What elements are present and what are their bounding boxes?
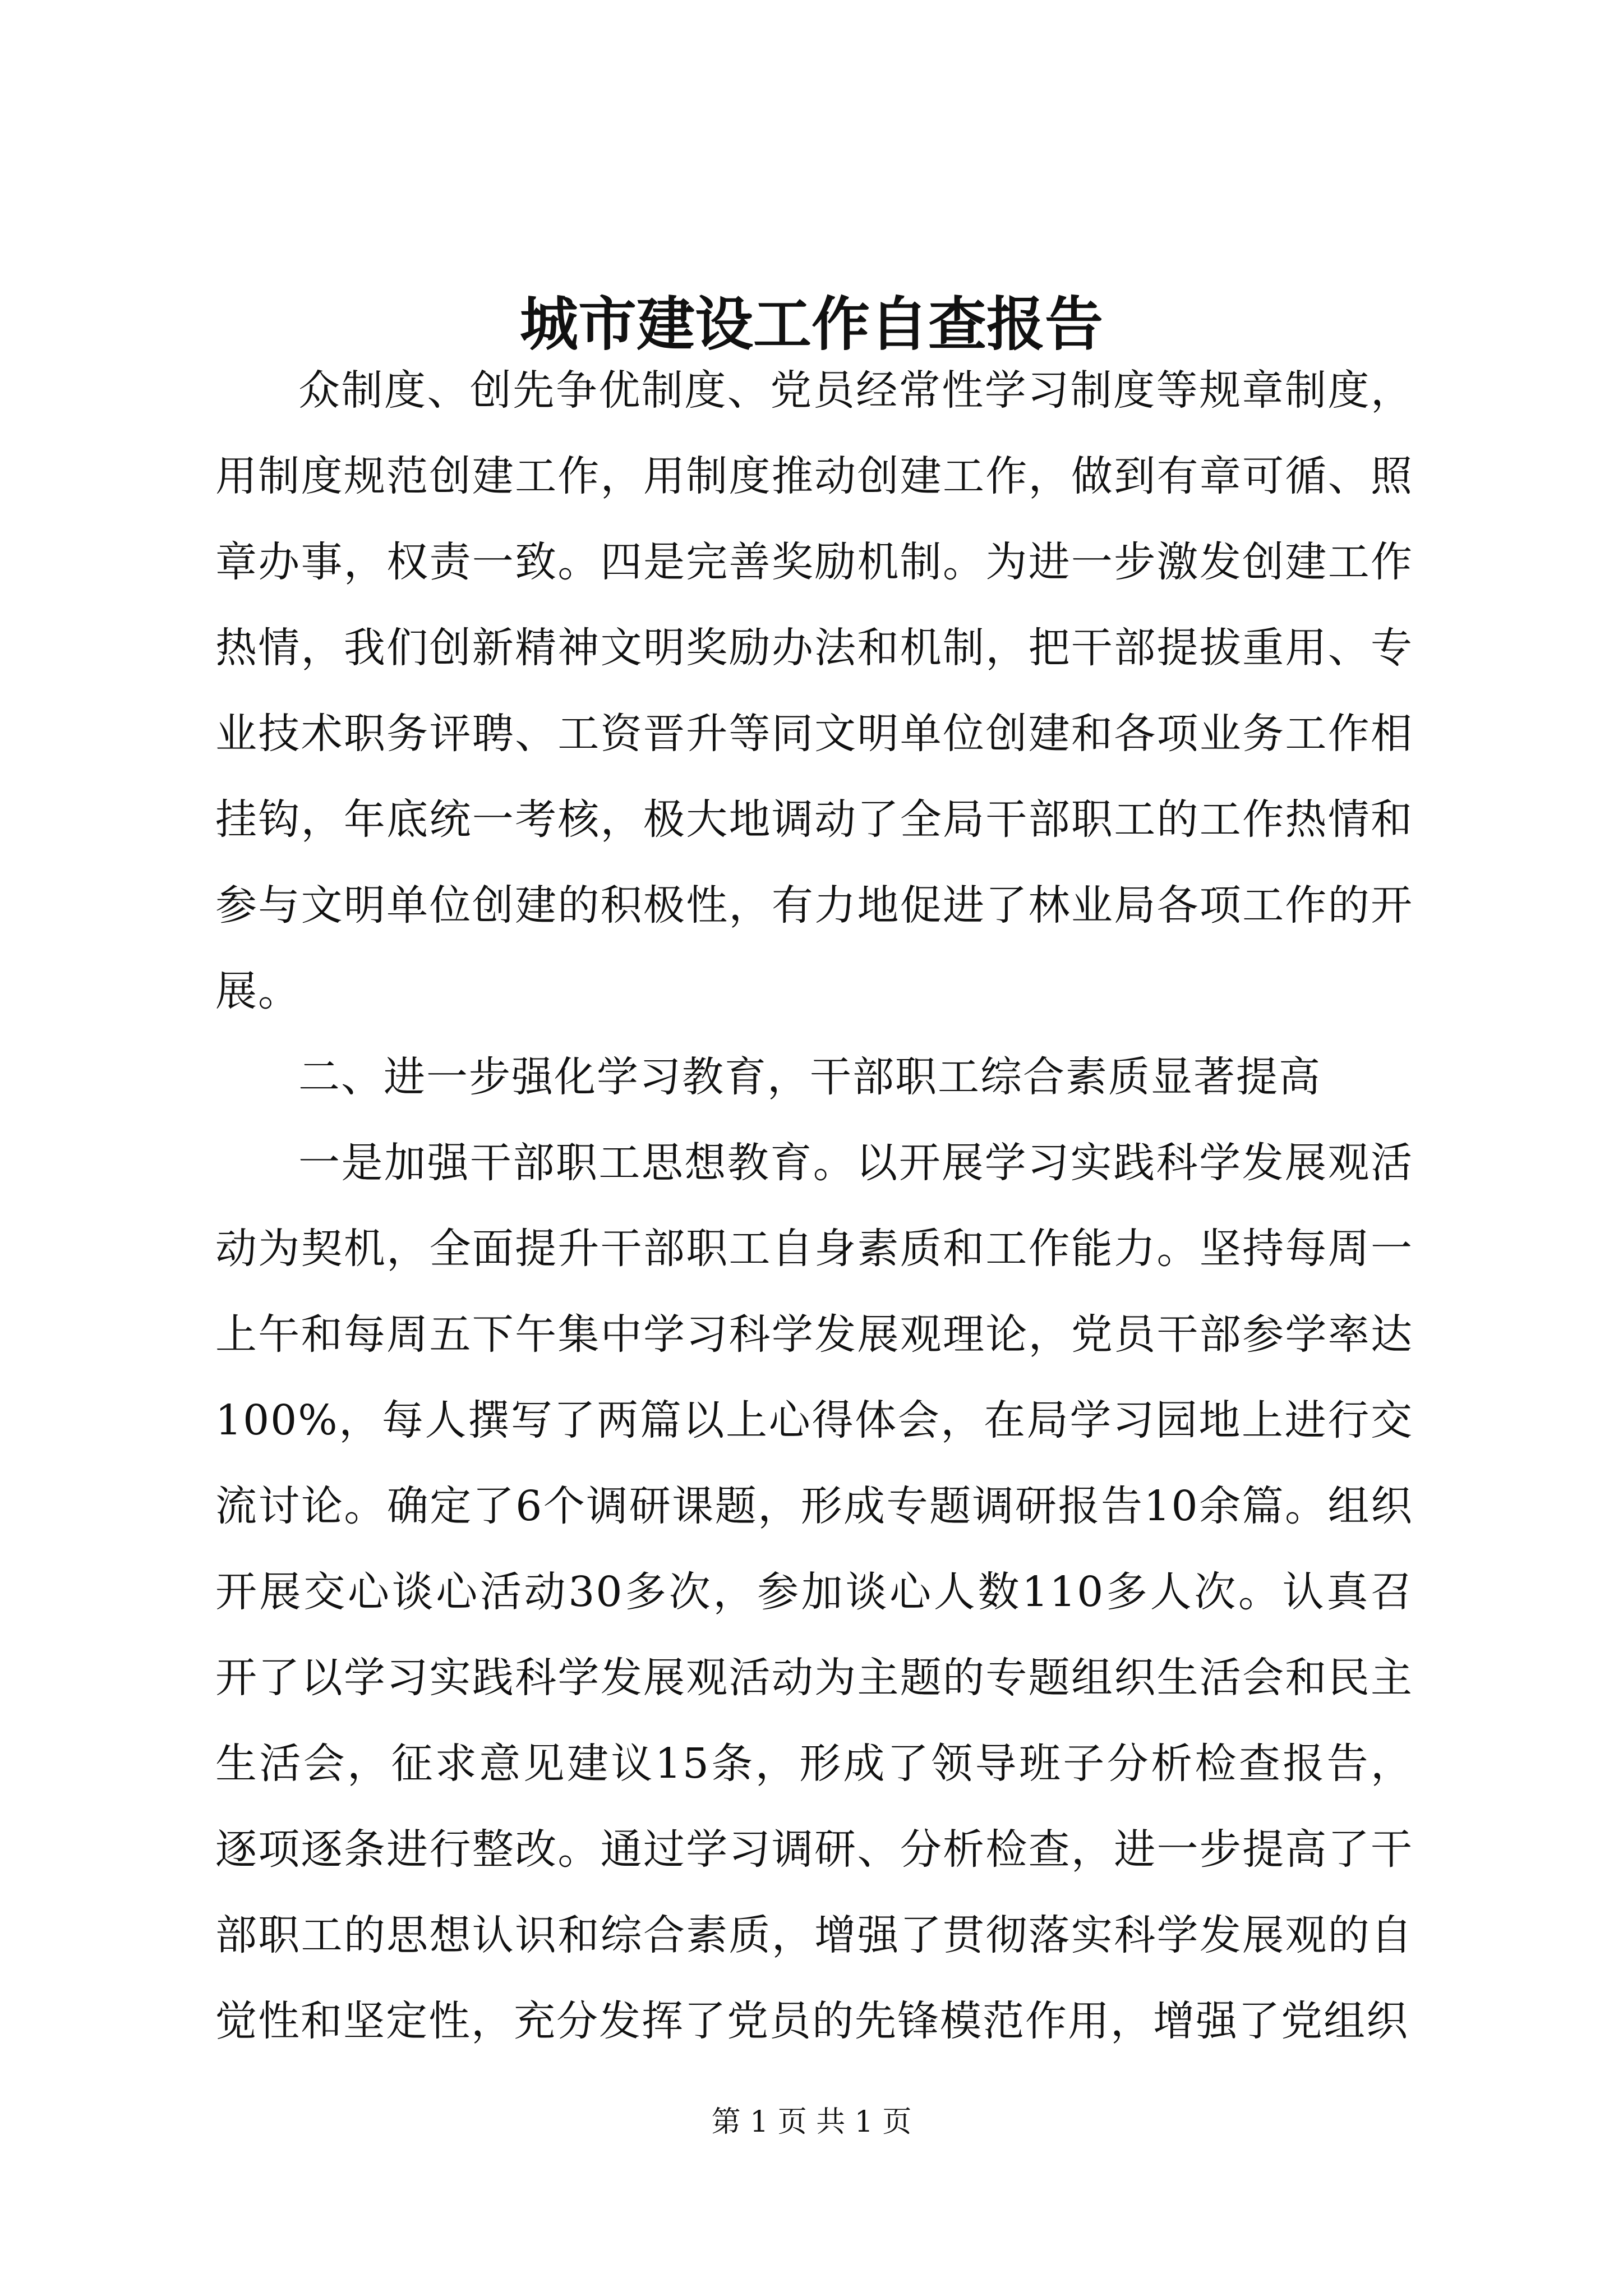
paragraph-1: 众制度、创先争优制度、党员经常性学习制度等规章制度，用制度规范创建工作，用制度推动创建工作，做到有章可循、照章办事，权责一致。四是完善奖励机制。为进一步激发创建工作热情，我们创新精神文明奖励办法和机制，把干部提拔重用、专业技术职务评聘、工资晋升等同文明单位创建和各项业务工作相挂钩，年底统一考核，极大地调动了全局干部职工的工作热情和参与文明单位创建的积极性，有力地促进了林业局各项工作的开展。	[215, 366, 1413, 1015]
section-heading-2: 二、进一步强化学习教育，干部职工综合素质显著提高	[298, 1053, 1321, 1101]
document-title: 城市建设工作自查报告	[519, 289, 1103, 358]
document-body	[215, 348, 1413, 2064]
page-footer: 第 1 页 共 1 页	[711, 2105, 912, 2139]
paragraph-3: 一是加强干部职工思想教育。以开展学习实践科学发展观活动为契机，全面提升干部职工自身素质和工作能力。坚持每周一上午和每周五下午集中学习科学发展观理论，党员干部参学率达100%，每人撰写了两篇以上心得体会，在局学习园地上进行交流讨论。确定了6个调研课题，形成专题调研报告10余篇。组织开展交心谈心活动30多次，参加谈心人数110多人次。认真召开了以学习实践科学发展观活动为主题的专题组织生活会和民主生活会，征求意见建议15条，形成了领导班子分析检查报告，逐项逐条进行整改。通过学习调研、分析检查，进一步提高了干部职工的思想认识和综合素质，增强了贯彻落实科学发展观的自觉性和坚定性，充分发挥了党员的先锋模范作用，增强了党组织	[215, 1139, 1413, 2045]
